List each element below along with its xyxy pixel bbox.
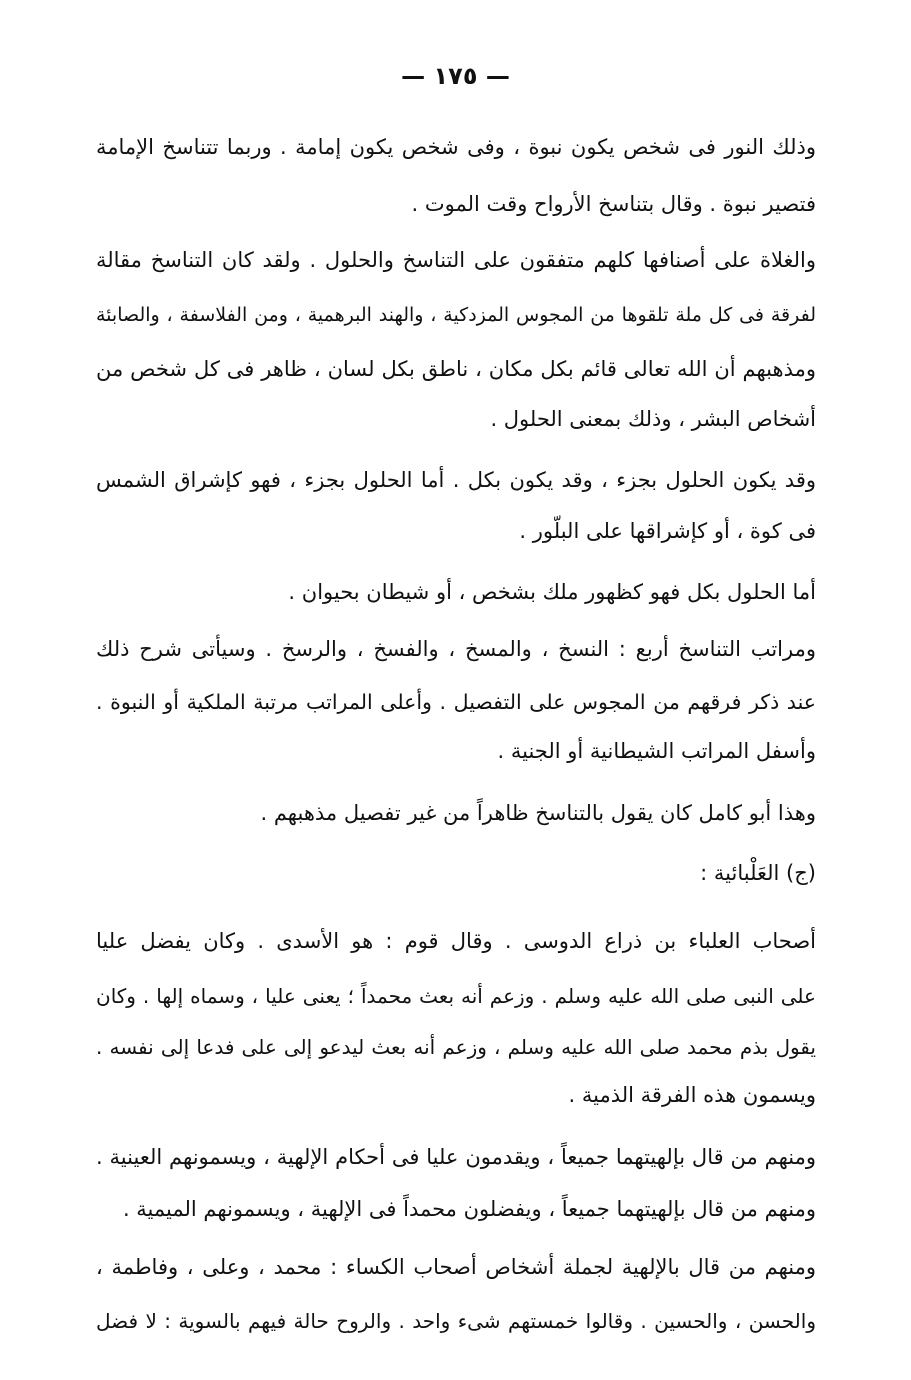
text-line: ومنهم من قال بالإلهية لجملة أشخاص أصحاب الكساء : محمد ، وعلى ، وفاطمة ،: [96, 1255, 816, 1279]
text-line: وأسفل المراتب الشيطانية أو الجنية .: [497, 739, 816, 763]
page-number: — ١٧٥ —: [401, 62, 510, 90]
text-line: على النبى صلى الله عليه وسلم . وزعم أنه بعث محمداً ؛ يعنى عليا ، وسماه إلها . وكان: [96, 984, 816, 1008]
text-line: ومنهم من قال بإلهيتهما جميعاً ، ويقدمون عليا فى أحكام الإلهية ، ويسمونهم العينية .: [96, 1145, 816, 1169]
text-line: ومذهبهم أن الله تعالى قائم بكل مكان ، ناطق بكل لسان ، ظاهر فى كل شخص من: [96, 357, 816, 381]
text-line: أشخاص البشر ، وذلك بمعنى الحلول .: [490, 407, 816, 431]
text-line: يقول بذم محمد صلى الله عليه وسلم ، وزعم أنه بعث ليدعو إلى على فدعا إلى نفسه .: [96, 1035, 816, 1059]
text-line: ومراتب التناسخ أربع : النسخ ، والمسخ ، والفسخ ، والرسخ . وسيأتى شرح ذلك: [96, 637, 816, 661]
text-line: والحسن ، والحسين . وقالوا خمستهم شىء واحد . والروح حالة فيهم بالسوية : لا فضل: [96, 1309, 816, 1333]
text-line: أما الحلول بكل فهو كظهور ملك بشخص ، أو شيطان بحيوان .: [288, 580, 816, 604]
text-line: وذلك النور فى شخص يكون نبوة ، وفى شخص يكون إمامة . وربما تتناسخ الإمامة: [96, 135, 816, 159]
text-line: لفرقة فى كل ملة تلقوها من المجوس المزدكية ، والهند البرهمية ، ومن الفلاسفة ، والصابئة: [96, 304, 816, 326]
text-line: والغلاة على أصنافها كلهم متفقون على التناسخ والحلول . ولقد كان التناسخ مقالة: [96, 248, 816, 272]
text-line: عند ذكر فرقهم من المجوس على التفصيل . وأعلى المراتب مرتبة الملكية أو النبوة .: [96, 690, 816, 714]
text-line: فتصير نبوة . وقال بتناسخ الأرواح وقت الموت .: [411, 192, 816, 216]
text-line: ومنهم من قال بإلهيتهما جميعاً ، ويفضلون محمداً فى الإلهية ، ويسمونهم الميمية .: [122, 1197, 816, 1221]
text-line: وقد يكون الحلول بجزء ، وقد يكون بكل . أما الحلول بجزء ، فهو كإشراق الشمس: [96, 468, 816, 492]
text-line: أصحاب العلباء بن ذراع الدوسى . وقال قوم : هو الأسدى . وكان يفضل عليا: [96, 929, 816, 953]
text-line: ويسمون هذه الفرقة الذمية .: [568, 1083, 816, 1107]
text-line: وهذا أبو كامل كان يقول بالتناسخ ظاهراً من غير تفصيل مذهبهم .: [260, 801, 816, 825]
section-heading: (ج) العَلْبائية :: [700, 861, 816, 885]
text-line: فى كوة ، أو كإشراقها على البلّور .: [519, 519, 816, 543]
